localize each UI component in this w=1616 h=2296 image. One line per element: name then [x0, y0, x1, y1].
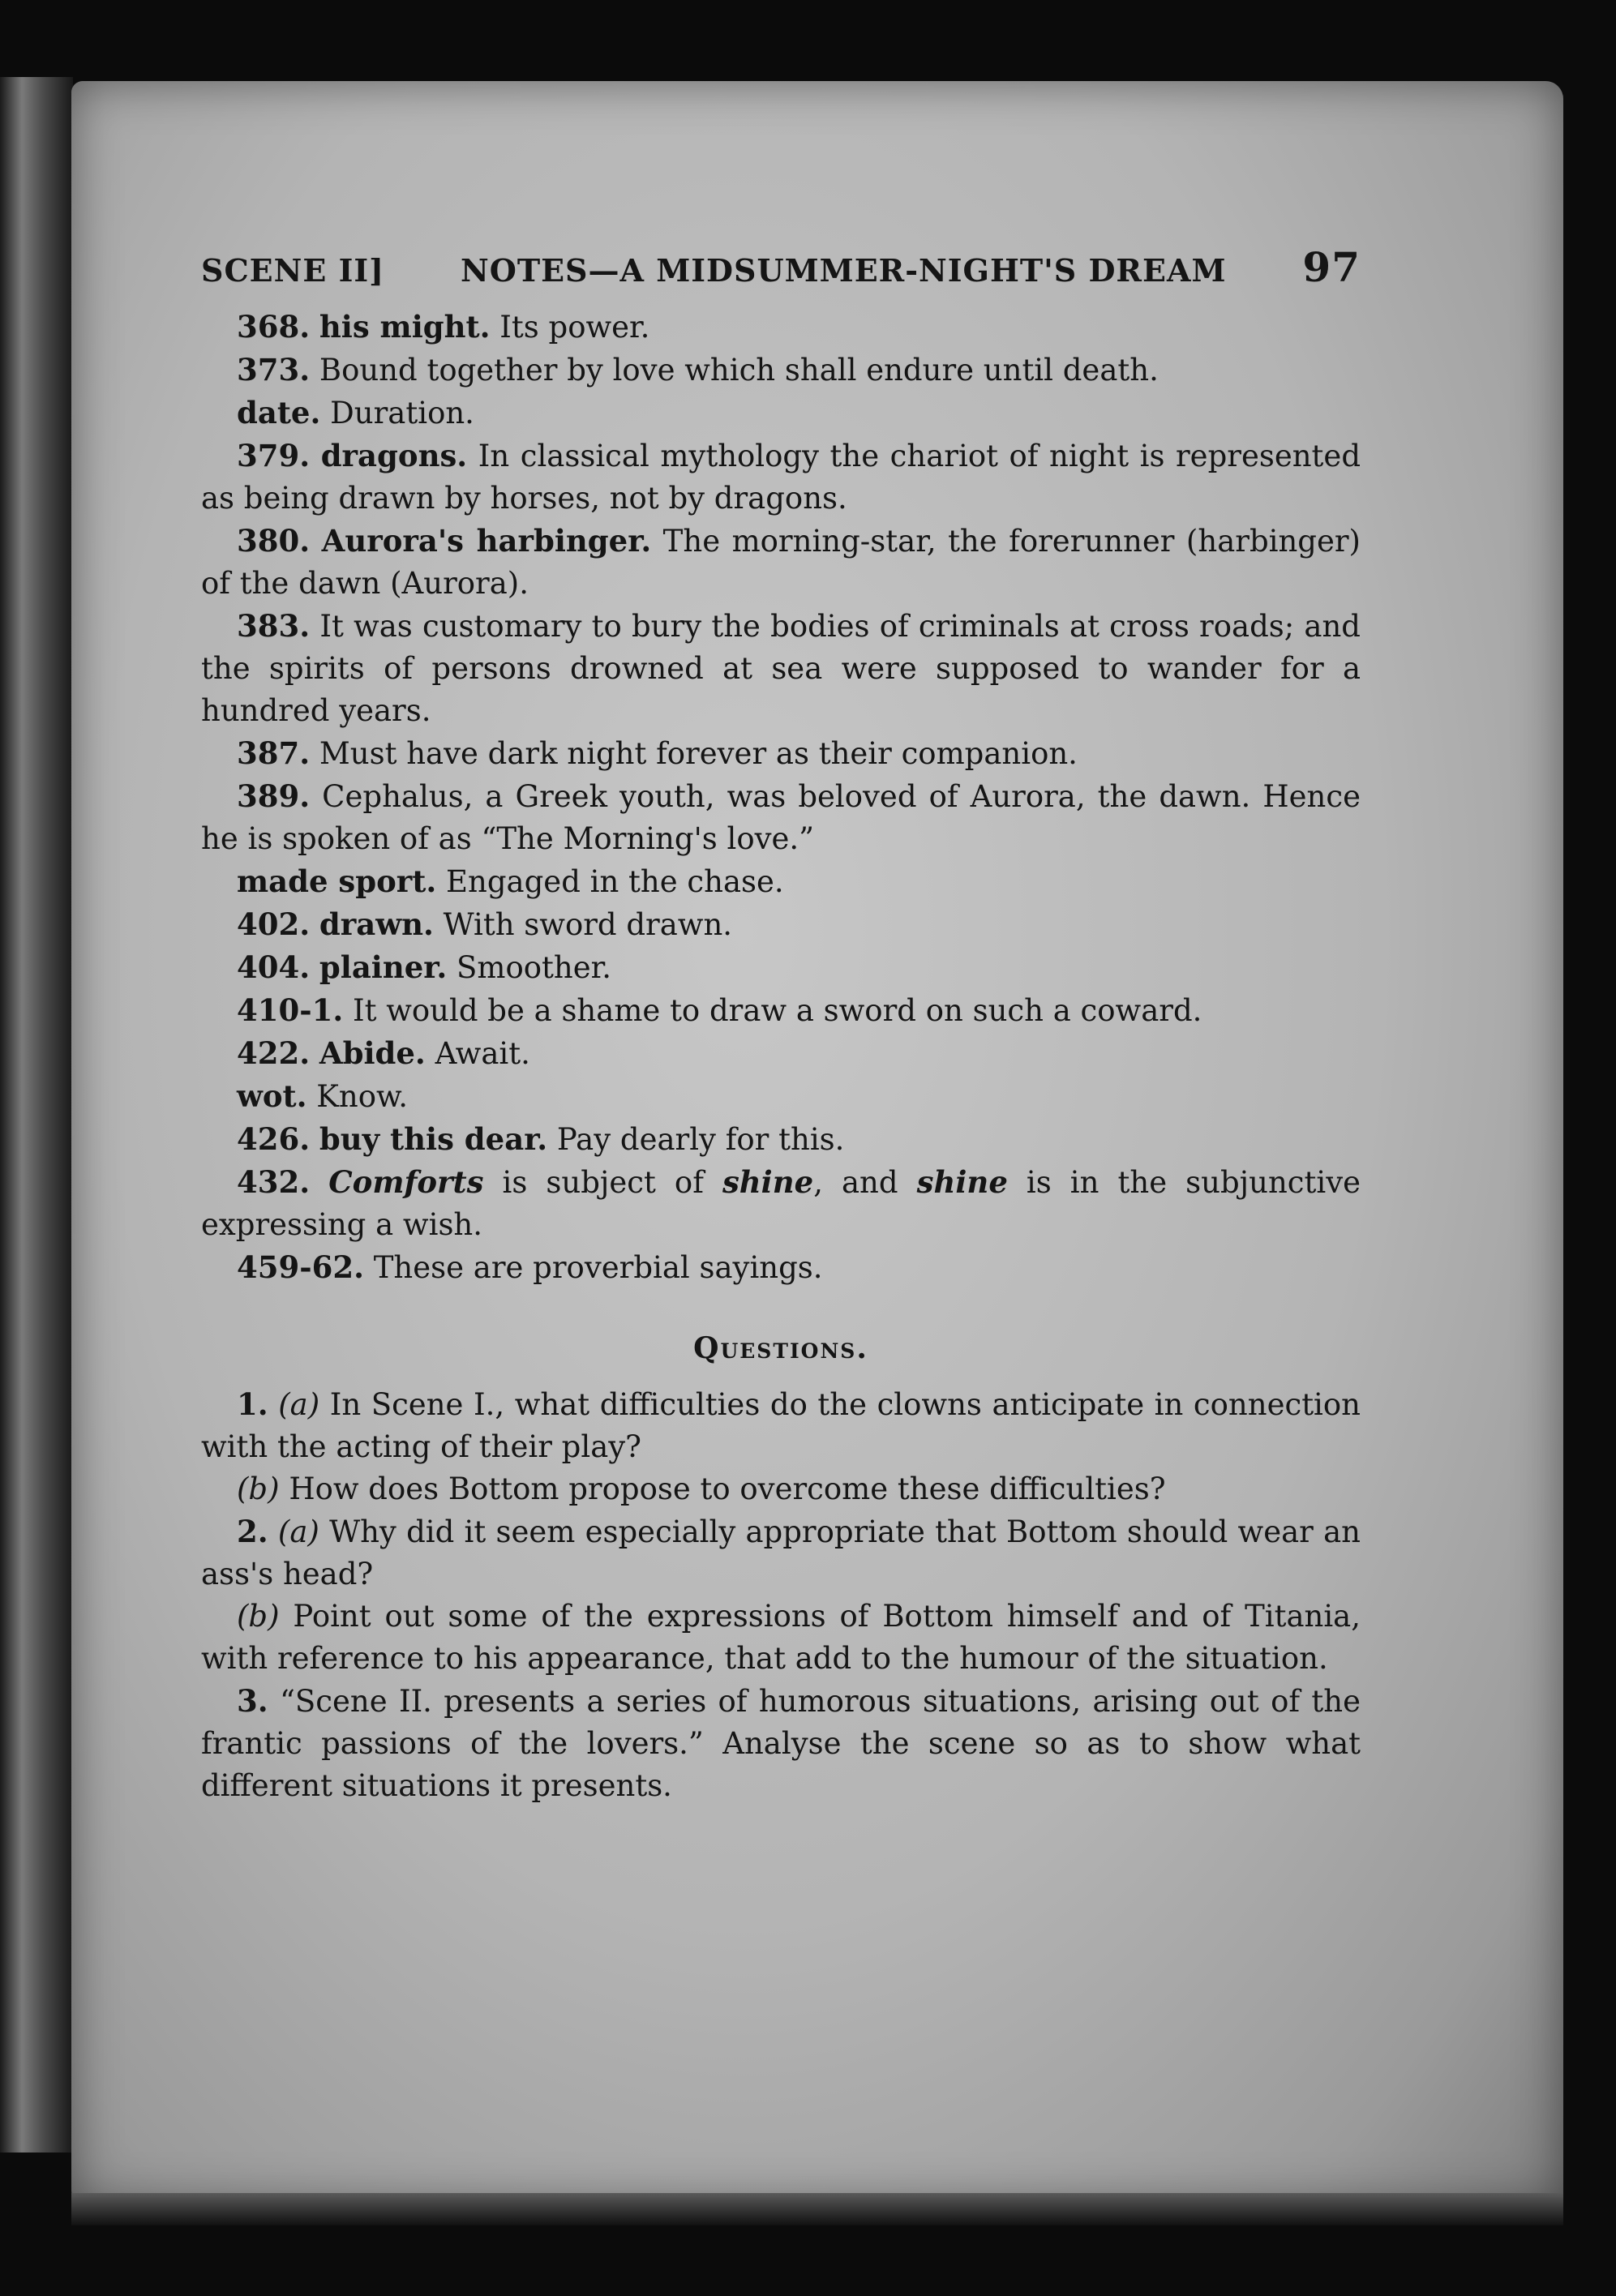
note-text: These are proverbial sayings. [363, 1250, 823, 1285]
note-number: 422. [237, 1035, 311, 1071]
question-part: (a) [278, 1387, 320, 1422]
note-item [201, 1075, 1361, 1118]
note-number: 459-62. [237, 1249, 364, 1285]
note-item [201, 306, 1361, 349]
question-item [201, 1596, 1361, 1680]
question-item [201, 1468, 1361, 1510]
note-text: is in the subjunctive expressing a wish. [201, 1165, 1361, 1242]
note-item [201, 860, 1361, 903]
note-text: Await. [425, 1036, 530, 1071]
running-head-scene: SCENE II] [201, 252, 385, 289]
question-text: How does Bottom propose to overcome these difficulties? [279, 1471, 1166, 1506]
note-item [201, 1246, 1361, 1289]
note-item [201, 1161, 1361, 1246]
running-head [201, 243, 1361, 291]
note-term: dragons. [320, 438, 468, 473]
note-text: In classical mythology the chariot of night is represented as being drawn by horses, not by dragons. [201, 439, 1361, 516]
page-content [201, 243, 1361, 1807]
questions-list [201, 1383, 1361, 1807]
note-text: Cephalus, a Greek youth, was beloved of Aurora, the dawn. Hence he is spoken of as “The Morning's love.” [201, 779, 1361, 856]
note-number: 380. [237, 523, 311, 559]
note-number: 373. [237, 352, 311, 388]
note-item [201, 989, 1361, 1032]
question-item [201, 1510, 1361, 1596]
note-number: 389. [237, 778, 311, 814]
question-number: 1. [237, 1386, 268, 1422]
note-term: date. [237, 395, 321, 430]
running-head-title: NOTES—A MIDSUMMER-NIGHT'S DREAM [460, 252, 1227, 289]
note-text: , and [813, 1165, 917, 1200]
note-item [201, 1118, 1361, 1161]
question-part: (a) [277, 1514, 319, 1549]
note-term: plainer. [319, 949, 448, 985]
question-item [201, 1383, 1361, 1468]
note-number: 387. [237, 735, 311, 771]
note-text: The morning-star, the forerunner (harbinger) of the dawn (Aurora). [201, 524, 1361, 601]
note-item [201, 946, 1361, 989]
note-italic-word: Comforts [328, 1164, 484, 1200]
note-text: Smoother. [447, 950, 612, 985]
question-text: Why did it seem especially appropriate that Bottom should wear an ass's head? [201, 1514, 1361, 1591]
note-italic-word: shine [916, 1164, 1008, 1200]
note-number: 368. [237, 309, 311, 345]
note-item [201, 520, 1361, 605]
note-text: It was customary to bury the bodies of criminals at cross roads; and the spirits of persons drowned at sea were supposed to wander for a hundred years. [201, 609, 1361, 728]
question-text: “Scene II. presents a series of humorous situations, arising out of the frantic passions of the lovers.” Analyse the scene so as to show what different situations it presents. [201, 1684, 1361, 1803]
note-number: 383. [237, 608, 311, 644]
question-text: Point out some of the expressions of Bottom himself and of Titania, with reference to his appearance, that add to the humour of the situation. [201, 1599, 1361, 1676]
question-item [201, 1680, 1361, 1807]
note-italic-word: shine [722, 1164, 814, 1200]
note-term: made sport. [237, 863, 437, 899]
note-number: 404. [237, 949, 311, 985]
page-number: 97 [1302, 243, 1361, 291]
note-text: Its power. [490, 310, 650, 345]
note-number: 379. [237, 438, 311, 473]
note-text: Duration. [320, 396, 474, 430]
note-term: buy this dear. [319, 1121, 548, 1157]
note-text: Engaged in the chase. [436, 864, 784, 899]
question-text: In Scene I., what difficulties do the clowns anticipate in connection with the acting of their play? [201, 1387, 1361, 1464]
note-number: 402. [237, 906, 311, 942]
book-spine-edge [0, 77, 73, 2152]
note-text: Must have dark night forever as their companion. [310, 736, 1078, 771]
page-bottom-edge [71, 2193, 1563, 2225]
question-part: (b) [237, 1471, 280, 1506]
note-item [201, 349, 1361, 392]
note-term: wot. [237, 1078, 307, 1114]
note-term: his might. [319, 309, 491, 345]
note-text: With sword drawn. [433, 907, 733, 942]
note-item [201, 903, 1361, 946]
note-term: drawn. [319, 906, 434, 942]
note-term: Aurora's harbinger. [321, 523, 652, 559]
note-text: Pay dearly for this. [547, 1122, 845, 1157]
notes-list [201, 306, 1361, 1289]
note-text: It would be a shame to draw a sword on such a coward. [343, 993, 1202, 1028]
note-item [201, 605, 1361, 732]
note-number: 432. [237, 1164, 311, 1200]
note-number: 410-1. [237, 992, 344, 1028]
note-text: Know. [306, 1079, 409, 1114]
questions-heading: Questions. [693, 1331, 868, 1365]
note-item [201, 1032, 1361, 1075]
note-item [201, 392, 1361, 435]
note-item [201, 732, 1361, 775]
note-number: 426. [237, 1121, 311, 1157]
book-page [71, 81, 1563, 2205]
note-item [201, 775, 1361, 860]
note-term: Abide. [319, 1035, 426, 1071]
question-number: 3. [237, 1683, 268, 1719]
question-number: 2. [237, 1514, 268, 1549]
note-item [201, 435, 1361, 520]
note-text: is subject of [483, 1165, 722, 1200]
note-text: Bound together by love which shall endure until death. [310, 353, 1159, 388]
question-part: (b) [237, 1599, 280, 1634]
